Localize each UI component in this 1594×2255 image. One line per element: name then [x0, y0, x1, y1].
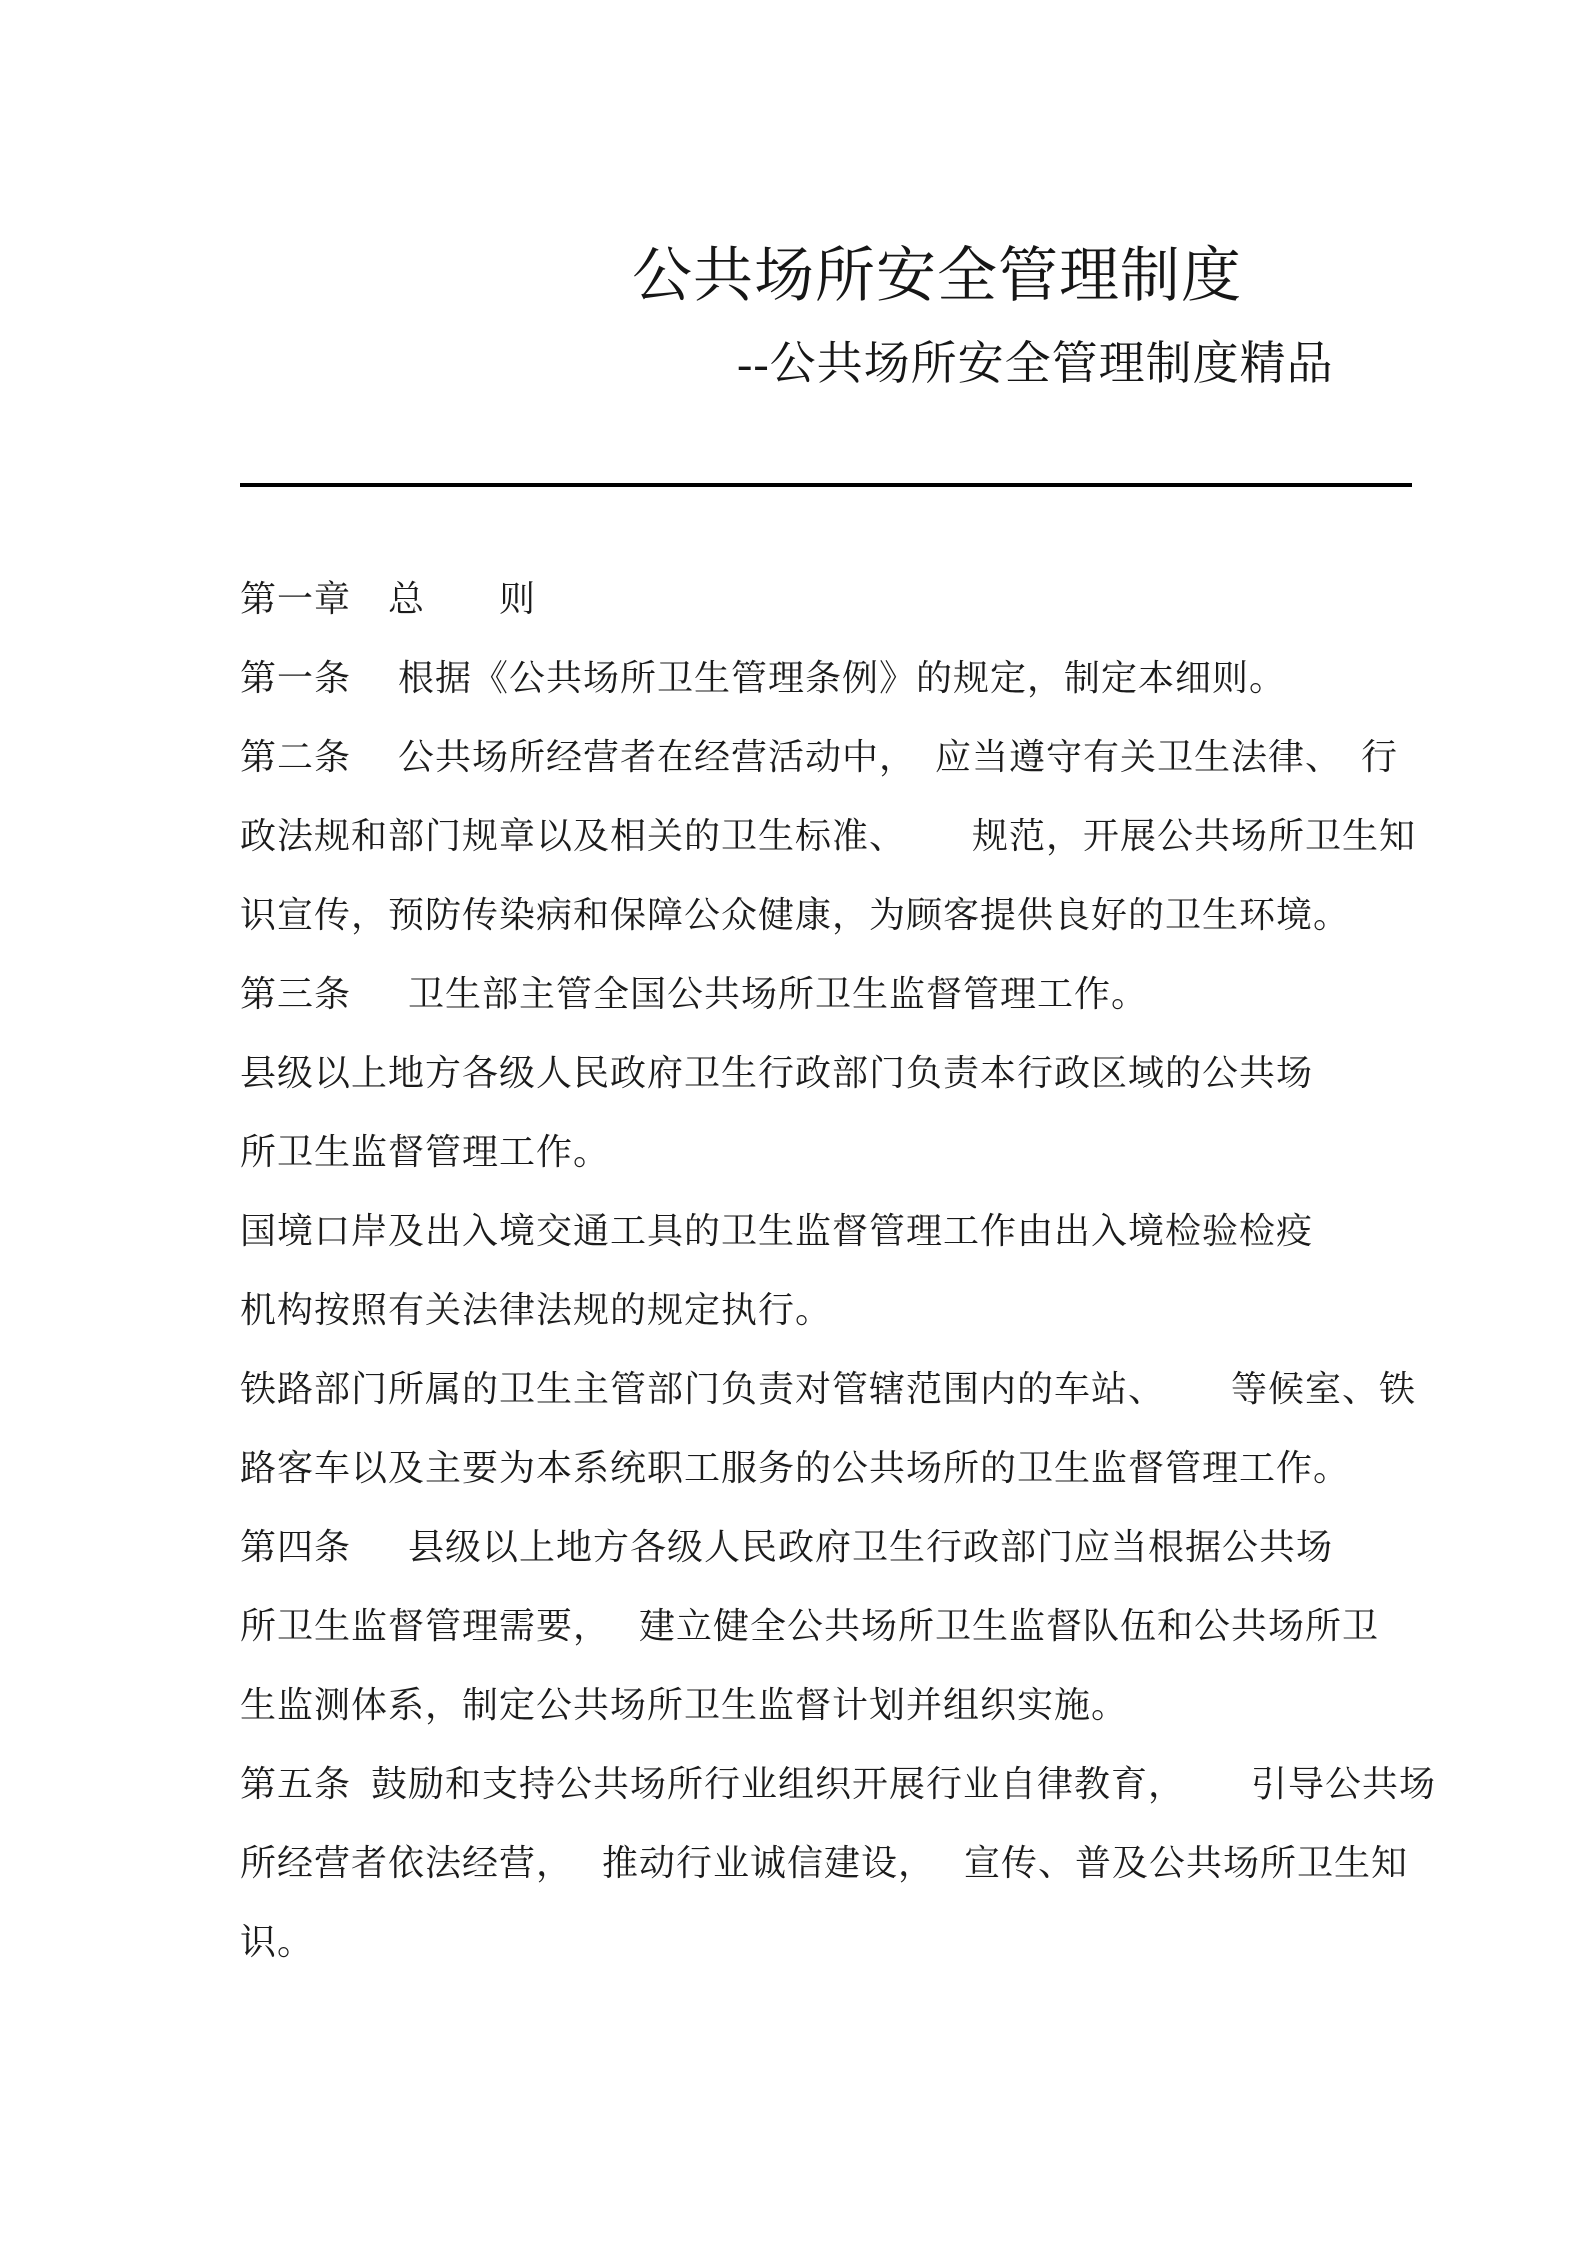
body-line: 所经营者依法经营， 推动行业诚信建设， 宣传、普及公共场所卫生知 [240, 1843, 1409, 1883]
body-line: 生监测体系，制定公共场所卫生监督计划并组织实施。 [240, 1685, 1129, 1725]
body-line: 第一条 根据《公共场所卫生管理条例》的规定，制定本细则。 [240, 658, 1287, 698]
document-subtitle: --公共场所安全管理制度精品 [737, 338, 1334, 389]
body-line: 政法规和部门规章以及相关的卫生标准、 规范，开展公共场所卫生知 [240, 816, 1417, 856]
body-line: 第三条 卫生部主管全国公共场所卫生监督管理工作。 [240, 974, 1149, 1014]
body-line: 所卫生监督管理需要， 建立健全公共场所卫生监督队伍和公共场所卫 [240, 1606, 1380, 1646]
document-body [240, 560, 1500, 1982]
body-line: 第一章 总 则 [240, 579, 537, 619]
horizontal-rule [240, 483, 1412, 487]
body-line: 识宣传，预防传染病和保障公众健康，为顾客提供良好的卫生环境。 [240, 895, 1351, 935]
body-line: 第四条 县级以上地方各级人民政府卫生行政部门应当根据公共场 [240, 1527, 1334, 1567]
body-line: 国境口岸及出入境交通工具的卫生监督管理工作由出入境检验检疫 [240, 1211, 1314, 1251]
body-line: 机构按照有关法律法规的规定执行。 [240, 1290, 833, 1330]
body-line: 路客车以及主要为本系统职工服务的公共场所的卫生监督管理工作。 [240, 1448, 1351, 1488]
body-line: 铁路部门所属的卫生主管部门负责对管辖范围内的车站、 等候室、铁 [240, 1369, 1417, 1409]
document-title: 公共场所安全管理制度 [632, 243, 1242, 309]
body-line: 所卫生监督管理工作。 [240, 1132, 611, 1172]
body-line: 县级以上地方各级人民政府卫生行政部门负责本行政区域的公共场 [240, 1053, 1314, 1093]
body-line: 识。 [240, 1922, 315, 1962]
body-line: 第二条 公共场所经营者在经营活动中， 应当遵守有关卫生法律、 行 [240, 737, 1399, 777]
body-line: 第五条 鼓励和支持公共场所行业组织开展行业自律教育， 引导公共场 [240, 1764, 1437, 1804]
